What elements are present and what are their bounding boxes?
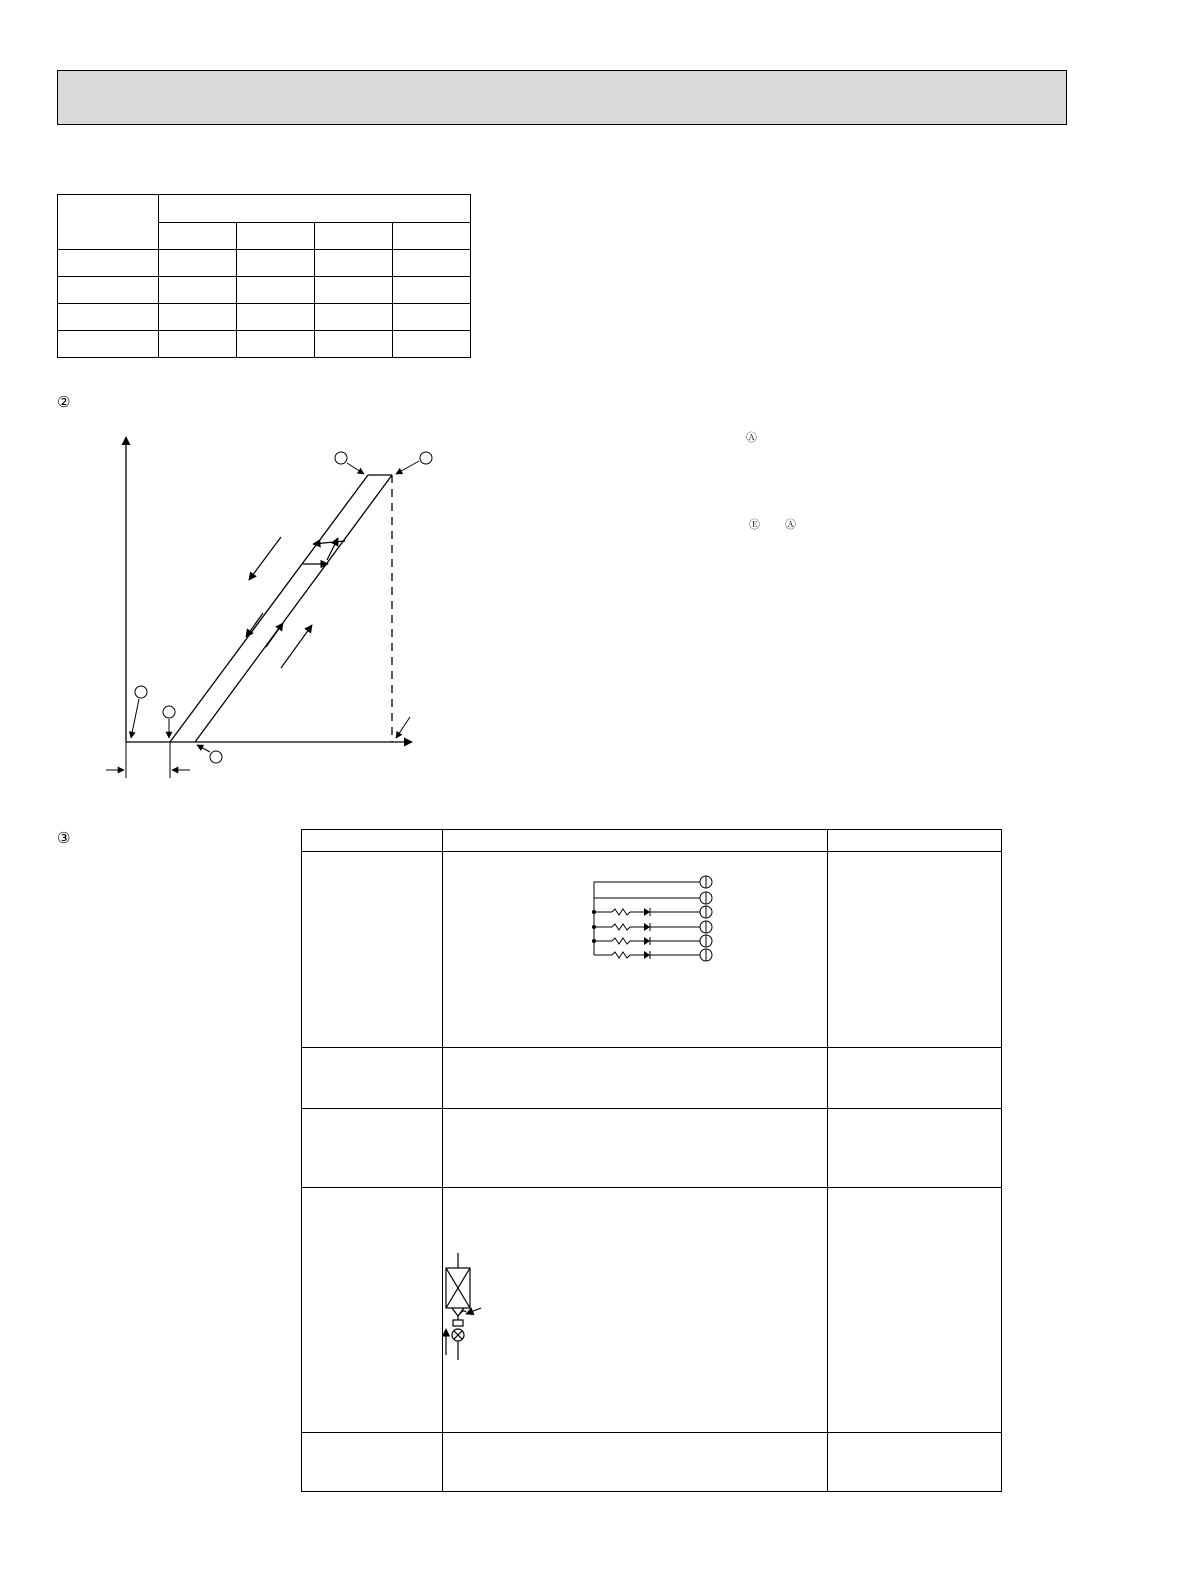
- schematic-cell: [442, 1109, 828, 1188]
- section-marker-3: ③: [57, 829, 71, 847]
- point-marker: [210, 751, 222, 763]
- ramp-line-left: [170, 475, 368, 742]
- schematic-cell: [828, 1188, 1002, 1433]
- leader-arrow: [396, 461, 419, 474]
- leader-arrow: [131, 699, 139, 738]
- direction-arrow: [281, 625, 312, 668]
- table-row: [302, 1433, 1002, 1492]
- note-circled-e: Ⓔ: [749, 518, 760, 531]
- schematic-cell: [302, 1109, 443, 1188]
- direction-arrow: [246, 613, 263, 637]
- schematic-table: [301, 829, 1002, 1492]
- schematic-header-cell: [828, 830, 1002, 852]
- point-marker: [163, 706, 175, 718]
- schematic-cell: [828, 1433, 1002, 1492]
- schematic-cell: [442, 1188, 828, 1433]
- table-row: [302, 1048, 1002, 1109]
- leader-arrow: [197, 745, 210, 752]
- schematic-header-cell: [302, 830, 443, 852]
- table-row: [302, 1109, 1002, 1188]
- direction-arrow: [249, 537, 281, 580]
- leader-arrow: [396, 717, 410, 738]
- schematic-cell: [302, 1188, 443, 1433]
- note-circled-a2: Ⓐ: [785, 518, 796, 531]
- schematic-cell: [302, 1433, 443, 1492]
- ramp-line-right: [195, 475, 392, 742]
- schematic-cell: [442, 852, 828, 1048]
- schematic-cell: [828, 1048, 1002, 1109]
- point-marker: [335, 452, 347, 464]
- note-circled-a: Ⓐ: [746, 431, 757, 444]
- point-marker: [135, 686, 147, 698]
- schematic-cell: [828, 1109, 1002, 1188]
- direction-arrow: [266, 623, 283, 647]
- leader-arrow: [347, 463, 364, 474]
- schematic-cell: [302, 1048, 443, 1109]
- schematic-cell: [442, 1433, 828, 1492]
- section-marker-2: ②: [57, 393, 71, 411]
- schematic-header-cell: [442, 830, 828, 852]
- table-row: [302, 830, 1002, 852]
- table-row: [302, 852, 1002, 1048]
- point-marker: [420, 452, 432, 464]
- schematic-cell: [828, 852, 1002, 1048]
- schematic-cell: [302, 852, 443, 1048]
- table-row: [302, 1188, 1002, 1433]
- schematic-cell: [442, 1048, 828, 1109]
